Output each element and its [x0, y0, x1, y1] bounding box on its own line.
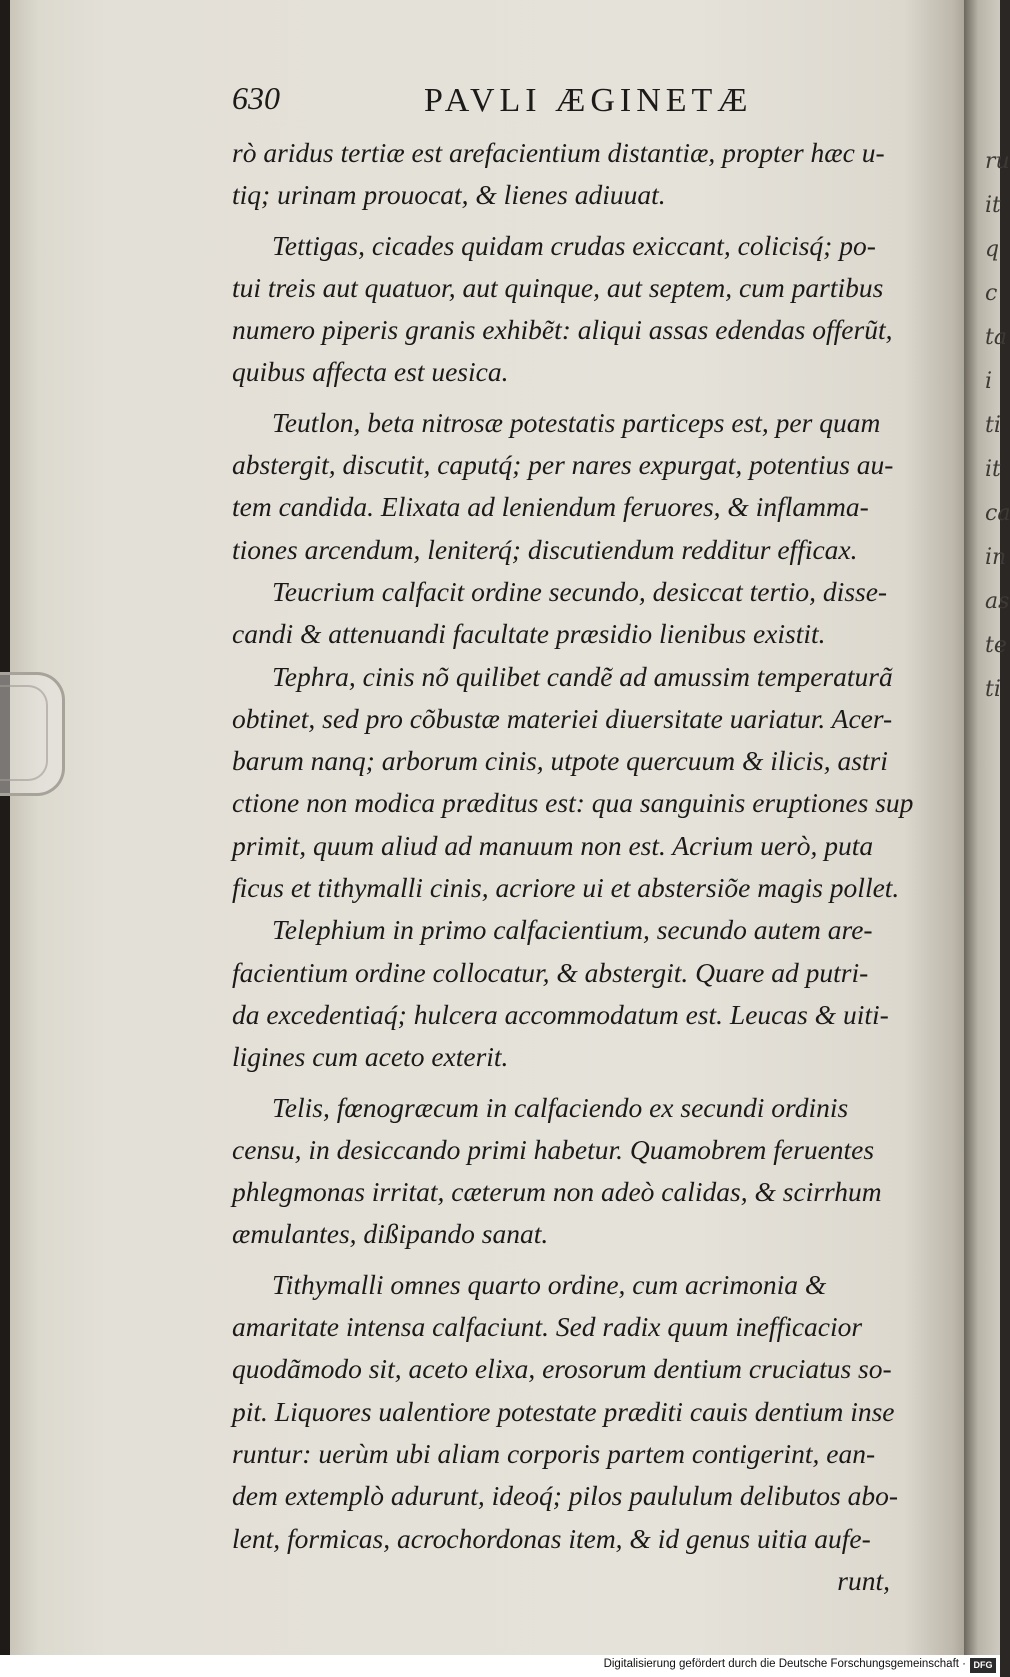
text-line: candi & attenuandi facultate præsidio lienibus existit. [232, 618, 826, 650]
text-line: runtur: uerùm ubi aliam corporis partem contigerint, ean- [232, 1437, 876, 1469]
text-line: quibus affecta est uesica. [232, 356, 509, 388]
text-line: barum nanq; arborum cinis, utpote quercuum & ilicis, astri [232, 745, 888, 777]
text-line: Telephium in primo calfacientium, secundo autem are- [272, 914, 873, 946]
text-line: tem candida. Elixata ad leniendum feruores, & inflamma- [232, 491, 869, 523]
footer-bar [0, 1655, 1000, 1677]
text-line: æmulantes, dißipando sanat. [232, 1218, 549, 1250]
text-line: Tithymalli omnes quarto ordine, cum acrimonia & [272, 1268, 827, 1300]
running-head: PAVLI ÆGINETÆ [424, 82, 753, 119]
text-line: Teucrium calfacit ordine secundo, desiccat tertio, disse- [272, 575, 888, 607]
text-line: primit, quum aliud ad manuum non est. Acrium uerò, puta [232, 829, 874, 861]
text-line: Tettigas, cicades quidam crudas exiccant, colicisq́; po- [272, 229, 876, 261]
text-line: da excedentiaq́; hulcera accommodatum est. Leucas & uiti- [232, 998, 889, 1030]
page-number: 630 [232, 80, 280, 116]
text-line: lent, formicas, acrochordonas item, & id genus uitia aufe- [232, 1522, 871, 1554]
text-line: Tephra, cinis nõ quilibet candẽ ad amussim temperaturã [272, 660, 893, 692]
text-line: Telis, fœnogræcum in calfaciendo ex secundi ordinis [272, 1091, 849, 1123]
text-line: ficus et tithymalli cinis, acriore ui et abstersiõe magis pollet. [232, 872, 900, 904]
dfg-logo-icon: DFG [970, 1658, 996, 1673]
catchword: runt, [837, 1564, 890, 1596]
text-line: quodãmodo sit, aceto elixa, erosorum dentium cruciatus so- [232, 1353, 892, 1385]
body-text [232, 132, 914, 1602]
text-line: Teutlon, beta nitrosæ potestatis particeps est, per quam [272, 406, 881, 438]
funding-credit: Digitalisierung gefördert durch die Deutsche Forschungsgemeinschaft · [603, 1658, 966, 1670]
text-line: abstergit, discutit, caputq́; per nares expurgat, potentius au- [232, 449, 894, 481]
text-line: facientium ordine collocatur, & abstergit. Quare ad putri- [232, 956, 869, 988]
facing-page-margin: ru it q c ta i ti it ca in as te ti [985, 149, 1010, 702]
text-line: pit. Liquores ualentiore potestate præditi cauis dentium inse [232, 1395, 895, 1427]
paper-clip-icon [0, 672, 65, 796]
text-line: obtinet, sed pro cõbustæ materiei diuersitate uariatur. Acer- [232, 702, 893, 734]
text-line: ligines cum aceto exterit. [232, 1041, 509, 1073]
text-line: ctione non modica præditus est: qua sanguinis eruptiones sup [232, 787, 914, 819]
text-line: amaritate intensa calfaciunt. Sed radix quum inefficacior [232, 1311, 863, 1343]
text-line: tiones arcendum, leniterq́; discutiendum redditur efficax. [232, 533, 858, 565]
text-line: censu, in desiccando primi habetur. Quamobrem feruentes [232, 1133, 875, 1165]
text-line: numero piperis granis exhibẽt: aliqui assas edendas offerũt, [232, 314, 893, 346]
text-line: phlegmonas irritat, cæterum non adeò calidas, & scirrhum [232, 1176, 882, 1208]
text-line: rò aridus tertiæ est arefacientium distantiæ, propter hæc u- [232, 137, 885, 168]
text-line: tiq; urinam prouocat, & lienes adiuuat. [232, 179, 666, 211]
text-line: tui treis aut quatuor, aut quinque, aut septem, cum partibus [232, 271, 884, 303]
text-line: dem extemplò adurunt, ideoq́; pilos paululum delibutos abo- [232, 1480, 899, 1512]
